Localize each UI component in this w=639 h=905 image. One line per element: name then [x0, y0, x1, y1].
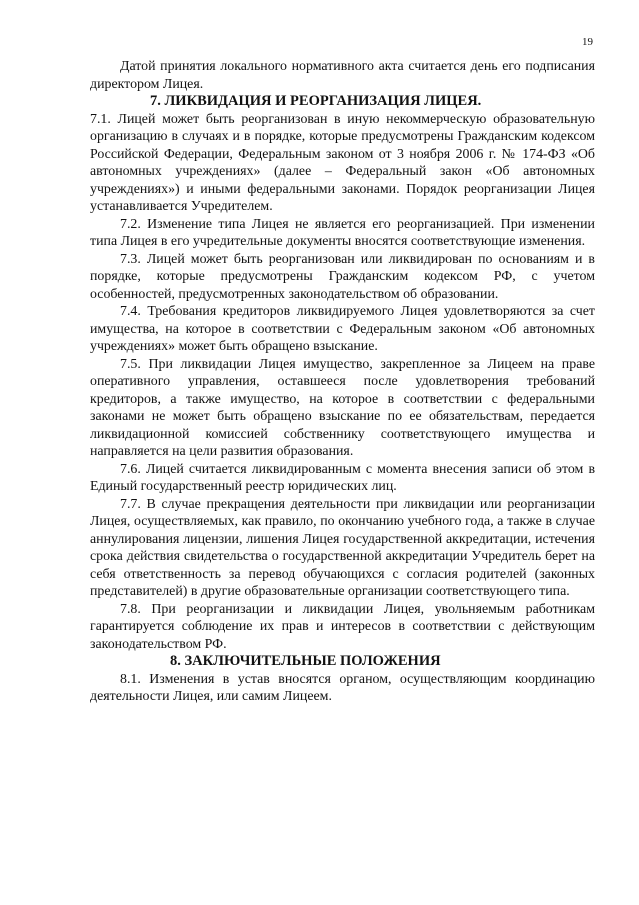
section-7-heading: 7. ЛИКВИДАЦИЯ И РЕОРГАНИЗАЦИЯ ЛИЦЕЯ. [150, 93, 482, 109]
clause-7-3: 7.3. Лицей может быть реорганизован или ликвидирован по основаниям и в порядке, которые предусмотрены Гражданским кодексом РФ, с учетом особенностей, предусмотренных законодательством об образовании. [90, 251, 595, 302]
clause-7-2: 7.2. Изменение типа Лицея не является его реорганизацией. При изменении типа Лицея в его учредительные документы вносятся соответствующие изменения. [90, 216, 595, 249]
clause-7-8: 7.8. При реорганизации и ликвидации Лицея, увольняемым работникам гарантируется соблюдение их прав и интересов в соответствии с действующим законодательством РФ. [90, 601, 595, 652]
clause-7-7: 7.7. В случае прекращения деятельности при ликвидации или реорганизации Лицея, осуществляемых, как правило, по окончанию учебного года, а также в случае аннулирования лицензии, лишения Лицея государственной аккредитации, истечения срока действия свидетельства о государственной аккредитации Учредитель берет на себя ответственность за перевод обучающихся с согласия родителей (законных представителей) в другие образовательные организации соответствующего типа. [90, 496, 595, 599]
clause-7-6: 7.6. Лицей считается ликвидированным с момента внесения записи об этом в Единый государственный реестр юридических лиц. [90, 461, 595, 494]
page-number: 19 [582, 36, 593, 48]
document-body [90, 58, 595, 706]
clause-7-5: 7.5. При ликвидации Лицея имущество, закрепленное за Лицеем на праве оперативного управления, оставшееся после удовлетворения требований кредиторов, а также имущество, на которое в соответствии с федеральными законами не может быть обращено взыскание по ее обязательствам, передается ликвидационной комиссией собственнику соответствующего имущества и направляется на цели развития образования. [90, 356, 595, 459]
clause-7-1: 7.1. Лицей может быть реорганизован в иную некоммерческую образовательную организацию в случаях и в порядке, которые предусмотрены Гражданским кодексом Российской Федерации, Федеральным законом от 3 ноября 2006 г. № 174-ФЗ «Об автономных учреждениях» (далее – Федеральный закон «Об автономных учреждениях») и иными федеральными законами. Порядок реорганизации Лицея устанавливается Учредителем. [90, 111, 595, 214]
intro-paragraph: Датой принятия локального нормативного акта считается день его подписания директором Лицея. [90, 59, 595, 92]
clause-8-1: 8.1. Изменения в устав вносятся органом, осуществляющим координацию деятельности Лицея, или самим Лицеем. [90, 671, 595, 704]
clause-7-4: 7.4. Требования кредиторов ликвидируемого Лицея удовлетворяются за счет имущества, на которое в соответствии с Федеральным законом «Об автономных учреждениях» может быть обращено взыскание. [90, 304, 595, 354]
section-8-heading: 8. ЗАКЛЮЧИТЕЛЬНЫЕ ПОЛОЖЕНИЯ [170, 653, 441, 669]
